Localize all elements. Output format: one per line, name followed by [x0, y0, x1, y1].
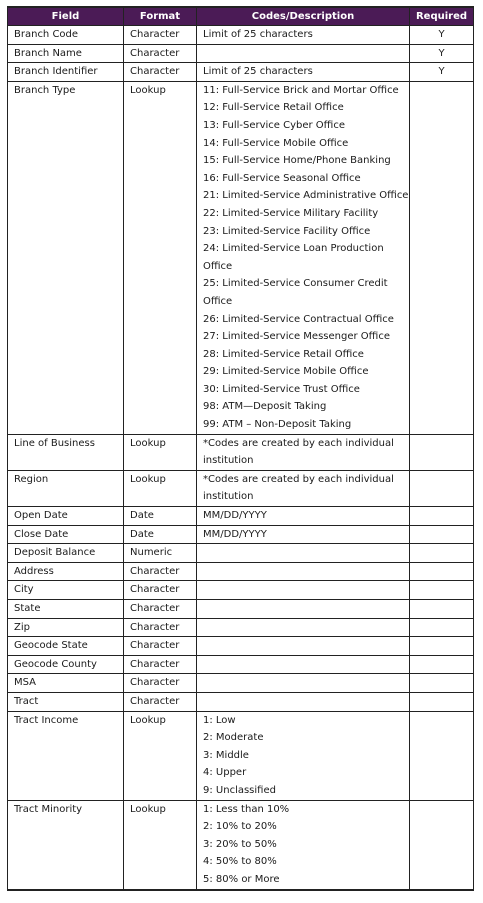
field-cell: Close Date — [8, 525, 124, 544]
code-line: 1: Less than 10% — [203, 803, 290, 815]
code-line: 29: Limited-Service Mobile Office — [203, 366, 369, 378]
codes-cell — [197, 507, 410, 526]
format-cell: Character — [124, 44, 197, 63]
field-cell: Line of Business — [8, 434, 124, 470]
table-row — [8, 562, 474, 581]
table-row — [8, 26, 474, 45]
codes-cell — [197, 655, 410, 674]
table-row — [8, 525, 474, 544]
code-line: 11: Full-Service Brick and Mortar Office — [203, 84, 399, 96]
code-line: *Codes are created by each individual institution — [203, 437, 394, 467]
required-cell — [410, 692, 474, 711]
format-cell: Character — [124, 692, 197, 711]
format-cell: Character — [124, 674, 197, 693]
field-cell: Tract Minority — [8, 800, 124, 889]
header-codes: Codes/Description — [197, 7, 410, 26]
code-line: 22: Limited-Service Military Facility — [203, 207, 379, 219]
code-line: 26: Limited-Service Contractual Office — [203, 313, 394, 325]
table-row — [8, 618, 474, 637]
code-line: MM/DD/YYYY — [203, 528, 267, 540]
required-cell — [410, 81, 474, 434]
code-line: 21: Limited-Service Administrative Office — [203, 190, 409, 202]
required-cell — [410, 434, 474, 470]
code-line: 23: Limited-Service Facility Office — [203, 225, 371, 237]
format-cell: Lookup — [124, 800, 197, 889]
codes-cell — [197, 63, 410, 82]
code-line: 9: Unclassified — [203, 784, 276, 796]
codes-cell — [197, 44, 410, 63]
code-line: 98: ATM—Deposit Taking — [203, 401, 327, 413]
format-cell: Character — [124, 655, 197, 674]
code-line: Limit of 25 characters — [203, 29, 313, 40]
code-line: 30: Limited-Service Trust Office — [203, 383, 360, 395]
code-line: 13: Full-Service Cyber Office — [203, 119, 345, 131]
code-line: MM/DD/YYYY — [203, 510, 267, 522]
code-line: 4: 50% to 80% — [203, 856, 277, 868]
header-required: Required — [410, 7, 474, 26]
field-cell: Geocode State — [8, 637, 124, 656]
table-body — [8, 26, 474, 890]
header-row — [8, 7, 474, 26]
field-cell: Tract Income — [8, 711, 124, 800]
required-cell — [410, 562, 474, 581]
table-row — [8, 600, 474, 619]
required-cell — [410, 800, 474, 889]
code-line: 99: ATM – Non-Deposit Taking — [203, 419, 352, 431]
table-row — [8, 507, 474, 526]
table-row — [8, 711, 474, 800]
codes-cell — [197, 711, 410, 800]
format-cell: Character — [124, 562, 197, 581]
code-line: 1: Low — [203, 714, 236, 726]
code-line: 5: 80% or More — [203, 873, 280, 885]
required-cell — [410, 544, 474, 563]
required-cell: Y — [410, 26, 474, 45]
code-line: 3: Middle — [203, 749, 249, 761]
field-cell: Branch Name — [8, 44, 124, 63]
required-cell — [410, 618, 474, 637]
field-cell: State — [8, 600, 124, 619]
codes-cell — [197, 674, 410, 693]
field-cell: Region — [8, 470, 124, 506]
format-cell: Date — [124, 507, 197, 526]
code-line: Limit of 25 characters — [203, 66, 313, 78]
code-line: *Codes are created by each individual institution — [203, 473, 394, 503]
field-cell: Zip — [8, 618, 124, 637]
table-row — [8, 637, 474, 656]
field-cell: Deposit Balance — [8, 544, 124, 563]
table-row — [8, 63, 474, 82]
code-line: 2: Moderate — [203, 732, 264, 744]
code-line: 27: Limited-Service Messenger Office — [203, 331, 390, 343]
table-header — [8, 7, 474, 26]
format-cell: Lookup — [124, 711, 197, 800]
format-cell: Lookup — [124, 81, 197, 434]
code-line: 25: Limited-Service Consumer Credit Office — [203, 278, 388, 307]
table-row — [8, 470, 474, 506]
field-cell: City — [8, 581, 124, 600]
format-cell: Lookup — [124, 470, 197, 506]
required-cell — [410, 600, 474, 619]
codes-cell — [197, 525, 410, 544]
code-line: 3: 20% to 50% — [203, 838, 277, 850]
format-cell: Numeric — [124, 544, 197, 563]
codes-cell — [197, 800, 410, 889]
required-cell — [410, 525, 474, 544]
required-cell — [410, 655, 474, 674]
format-cell: Character — [124, 637, 197, 656]
format-cell: Character — [124, 26, 197, 45]
table-row — [8, 81, 474, 434]
required-cell — [410, 637, 474, 656]
required-cell — [410, 507, 474, 526]
code-line: 24: Limited-Service Loan Production Office — [203, 243, 384, 272]
code-line: 4: Upper — [203, 767, 247, 779]
code-line: 14: Full-Service Mobile Office — [203, 137, 349, 149]
field-cell: Tract — [8, 692, 124, 711]
codes-cell — [197, 600, 410, 619]
codes-cell — [197, 470, 410, 506]
field-cell: Address — [8, 562, 124, 581]
codes-cell — [197, 581, 410, 600]
field-cell: Branch Type — [8, 81, 124, 434]
codes-cell — [197, 81, 410, 434]
codes-cell — [197, 26, 410, 45]
codes-cell — [197, 434, 410, 470]
format-cell: Date — [124, 525, 197, 544]
field-spec-table — [7, 6, 474, 891]
code-line: 28: Limited-Service Retail Office — [203, 348, 364, 360]
codes-cell — [197, 618, 410, 637]
field-cell: Branch Identifier — [8, 63, 124, 82]
format-cell: Character — [124, 600, 197, 619]
table-row — [8, 544, 474, 563]
required-cell — [410, 711, 474, 800]
code-line: 12: Full-Service Retail Office — [203, 102, 344, 114]
codes-cell — [197, 637, 410, 656]
codes-cell — [197, 544, 410, 563]
header-field: Field — [8, 7, 124, 26]
code-line: 2: 10% to 20% — [203, 821, 277, 833]
field-cell: Open Date — [8, 507, 124, 526]
format-cell: Character — [124, 618, 197, 637]
format-cell: Character — [124, 581, 197, 600]
table-row — [8, 434, 474, 470]
table-row — [8, 44, 474, 63]
table-row — [8, 581, 474, 600]
table-row — [8, 800, 474, 889]
header-format: Format — [124, 7, 197, 26]
required-cell: Y — [410, 63, 474, 82]
codes-cell — [197, 692, 410, 711]
field-cell: Geocode County — [8, 655, 124, 674]
table-row — [8, 692, 474, 711]
table-row — [8, 674, 474, 693]
field-cell: Branch Code — [8, 26, 124, 45]
code-line: 16: Full-Service Seasonal Office — [203, 172, 361, 184]
required-cell — [410, 581, 474, 600]
required-cell: Y — [410, 44, 474, 63]
required-cell — [410, 470, 474, 506]
table-row — [8, 655, 474, 674]
codes-cell — [197, 562, 410, 581]
required-cell — [410, 674, 474, 693]
field-cell: MSA — [8, 674, 124, 693]
format-cell: Lookup — [124, 434, 197, 470]
code-line: 15: Full-Service Home/Phone Banking — [203, 155, 391, 167]
format-cell: Character — [124, 63, 197, 82]
